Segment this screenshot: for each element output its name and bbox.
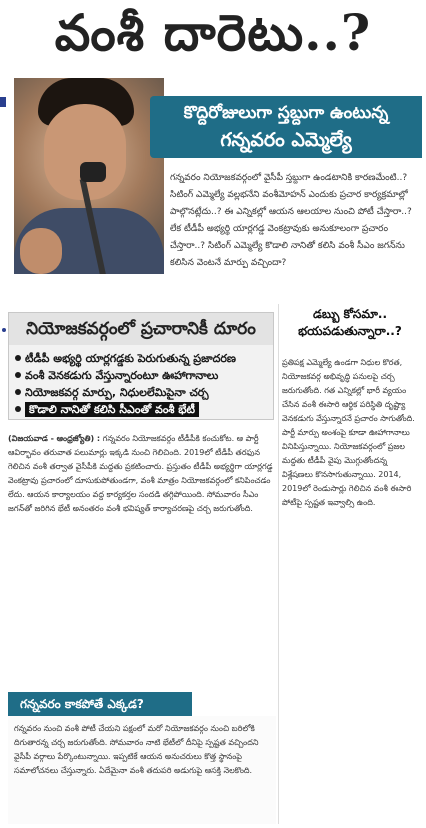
highlight-text: వంశీ వెనకడుగు వేస్తున్నారంటూ ఊహాగానాలు: [25, 369, 219, 382]
highlight-text: టీడీపీ అభ్యర్థి యార్లగడ్డకు పెరుగుతున్న ప్రజాదరణ: [25, 352, 236, 365]
intro-paragraph: గన్నవరం నియోజకవర్గంలో వైసీపీ స్తబ్దుగా ఉండటానికి కారణమేంటి..? సిటింగ్ ఎమ్మెల్యే వల్లభనేని వంశీమోహన్ ఎందుకు ప్రచార కార్యక్రమాల్లో పాల్గొనట్లేదు..? ఈ ఎన్నికల్లో ఆయన ఆలయాల నుంచి పోటీ చేస్తారా..? లేక టీడీపీ అభ్యర్థి యార్లగడ్డ వెంకట్రావుకు అనుకూలంగా ప్రచారం చేస్తారా..? సిటింగ్ ఎమ్మెల్యే కొడాలి నానితో కలిసి వంశీ సీఎం జగన్‌ను కలిసిన వెంటనే మార్పు వచ్చిందా?: [170, 173, 412, 268]
main-article-text: గన్నవరం నియోజకవర్గం టీడీపీకి కంచుకోట. ఆ పార్టీ ఆవిర్భావం తరువాత పలుమార్లు ఇక్కడి నుంచి గెలిచింది. 2019లో టీడీపీ తరఫున గెలిచిన వంశీ తర్వాత వైసీపీకి మద్దతు ప్రకటించారు. ప్రస్తుతం టీడీపీ అభ్యర్థిగా యార్లగడ్డ వెంకట్రావు ప్రచారంలో దూసుకుపోతుండగా, వంశీ మాత్రం నియోజకవర్గంలో కనిపించడం లేదు. ఆయన కార్యాలయం వద్ద కార్యకర్తల సందడి తగ్గిపోయింది. సోమవారం సీఎం జగన్‌తో జరిగిన భేటీ అనంతరం వంశీ భవిష్యత్ కార్యాచరణపై చర్చ జరుగుతోంది.: [8, 434, 273, 513]
sidebar-body: ప్రతిపక్ష ఎమ్మెల్యే ఉండగా నిధుల కొరత, నియోజకవర్గ అభివృద్ధి పనులపై చర్చ జరుగుతోంది. గత ఎన్నికల్లో భారీ వ్యయం చేసిన వంశీ ఈసారి ఆర్థిక పరిస్థితి దృష్ట్యా వెనకడుగు వేస్తున్నారనే ప్రచారం సాగుతోంది. పార్టీ మార్పు అంశంపై కూడా ఊహాగానాలు వినిపిస్తున్నాయి. నియోజకవర్గంలో ప్రజల మద్దతు టీడీపీ వైపు మొగ్గుతోందన్న విశ్లేషణలు కొనసాగుతున్నాయి. 2014, 2019లో రెండుసార్లు గెలిచిన వంశీ ఈసారి పోటీపై స్పష్టత ఇవ్వాల్సి ఉంది.: [282, 358, 415, 507]
column-divider: [278, 304, 279, 824]
highlight-item: [15, 385, 271, 401]
bullet-icon: [15, 355, 21, 361]
highlight-text: కొడాలి నానితో కలిసి సీఎంతో వంశీ భేటీ: [25, 402, 199, 417]
microphone-icon: [80, 162, 106, 182]
section-box: [8, 716, 276, 824]
highlight-item: [15, 402, 271, 418]
section-banner: గన్నవరం కాకపోతే ఎక్కడ?: [8, 692, 192, 716]
highlights-box: [8, 312, 274, 420]
highlight-text: నియోజకవర్గ మార్పు, నిధులలేమిపైనా చర్చ: [25, 386, 209, 399]
subheadline-line1: కొద్దిరోజులుగా స్తబ్దుగా ఉంటున్న: [183, 103, 389, 123]
dateline: (విజయవాడ - ఆంధ్రజ్యోతి) :: [8, 434, 101, 443]
left-margin-mark: [0, 97, 6, 107]
highlight-item: [15, 368, 271, 384]
bullet-icon: [15, 389, 21, 395]
mla-photo: [14, 78, 164, 274]
headline: వంశీ దారెటు..?: [54, 3, 372, 62]
subheadline-banner: [150, 96, 422, 158]
highlight-item: [15, 351, 271, 367]
bullet-icon: [15, 372, 21, 378]
highlights-title: నియోజకవర్గంలో ప్రచారానికీ దూరం: [9, 313, 273, 345]
left-margin-dot: [2, 328, 6, 332]
sidebar-title: డబ్బు కోసమా.. భయపడుతున్నారా..?: [298, 307, 402, 338]
photo-hand: [20, 228, 62, 274]
section-body: గన్నవరం నుంచి వంశీ పోటీ చేయని పక్షంలో మరో నియోజకవర్గం నుంచి బరిలోకి దిగుతారన్న చర్చ జరుగుతోంది. సోమవారం నాటి భేటీలో దీనిపై స్పష్టత వచ్చిందని వైసీపీ వర్గాలు పేర్కొంటున్నాయి. ఇప్పటికే ఆయన అనుచరులు కొత్త స్థానంపై సమాలోచనలు చేస్తున్నారు. ఏదేమైనా వంశీ తదుపరి అడుగుపై ఆసక్తి నెలకొంది.: [14, 724, 259, 775]
bullet-icon: [15, 406, 21, 412]
main-article: [8, 432, 276, 516]
subheadline-line2: గన్నవరం ఎమ్మెల్యే: [220, 129, 352, 151]
